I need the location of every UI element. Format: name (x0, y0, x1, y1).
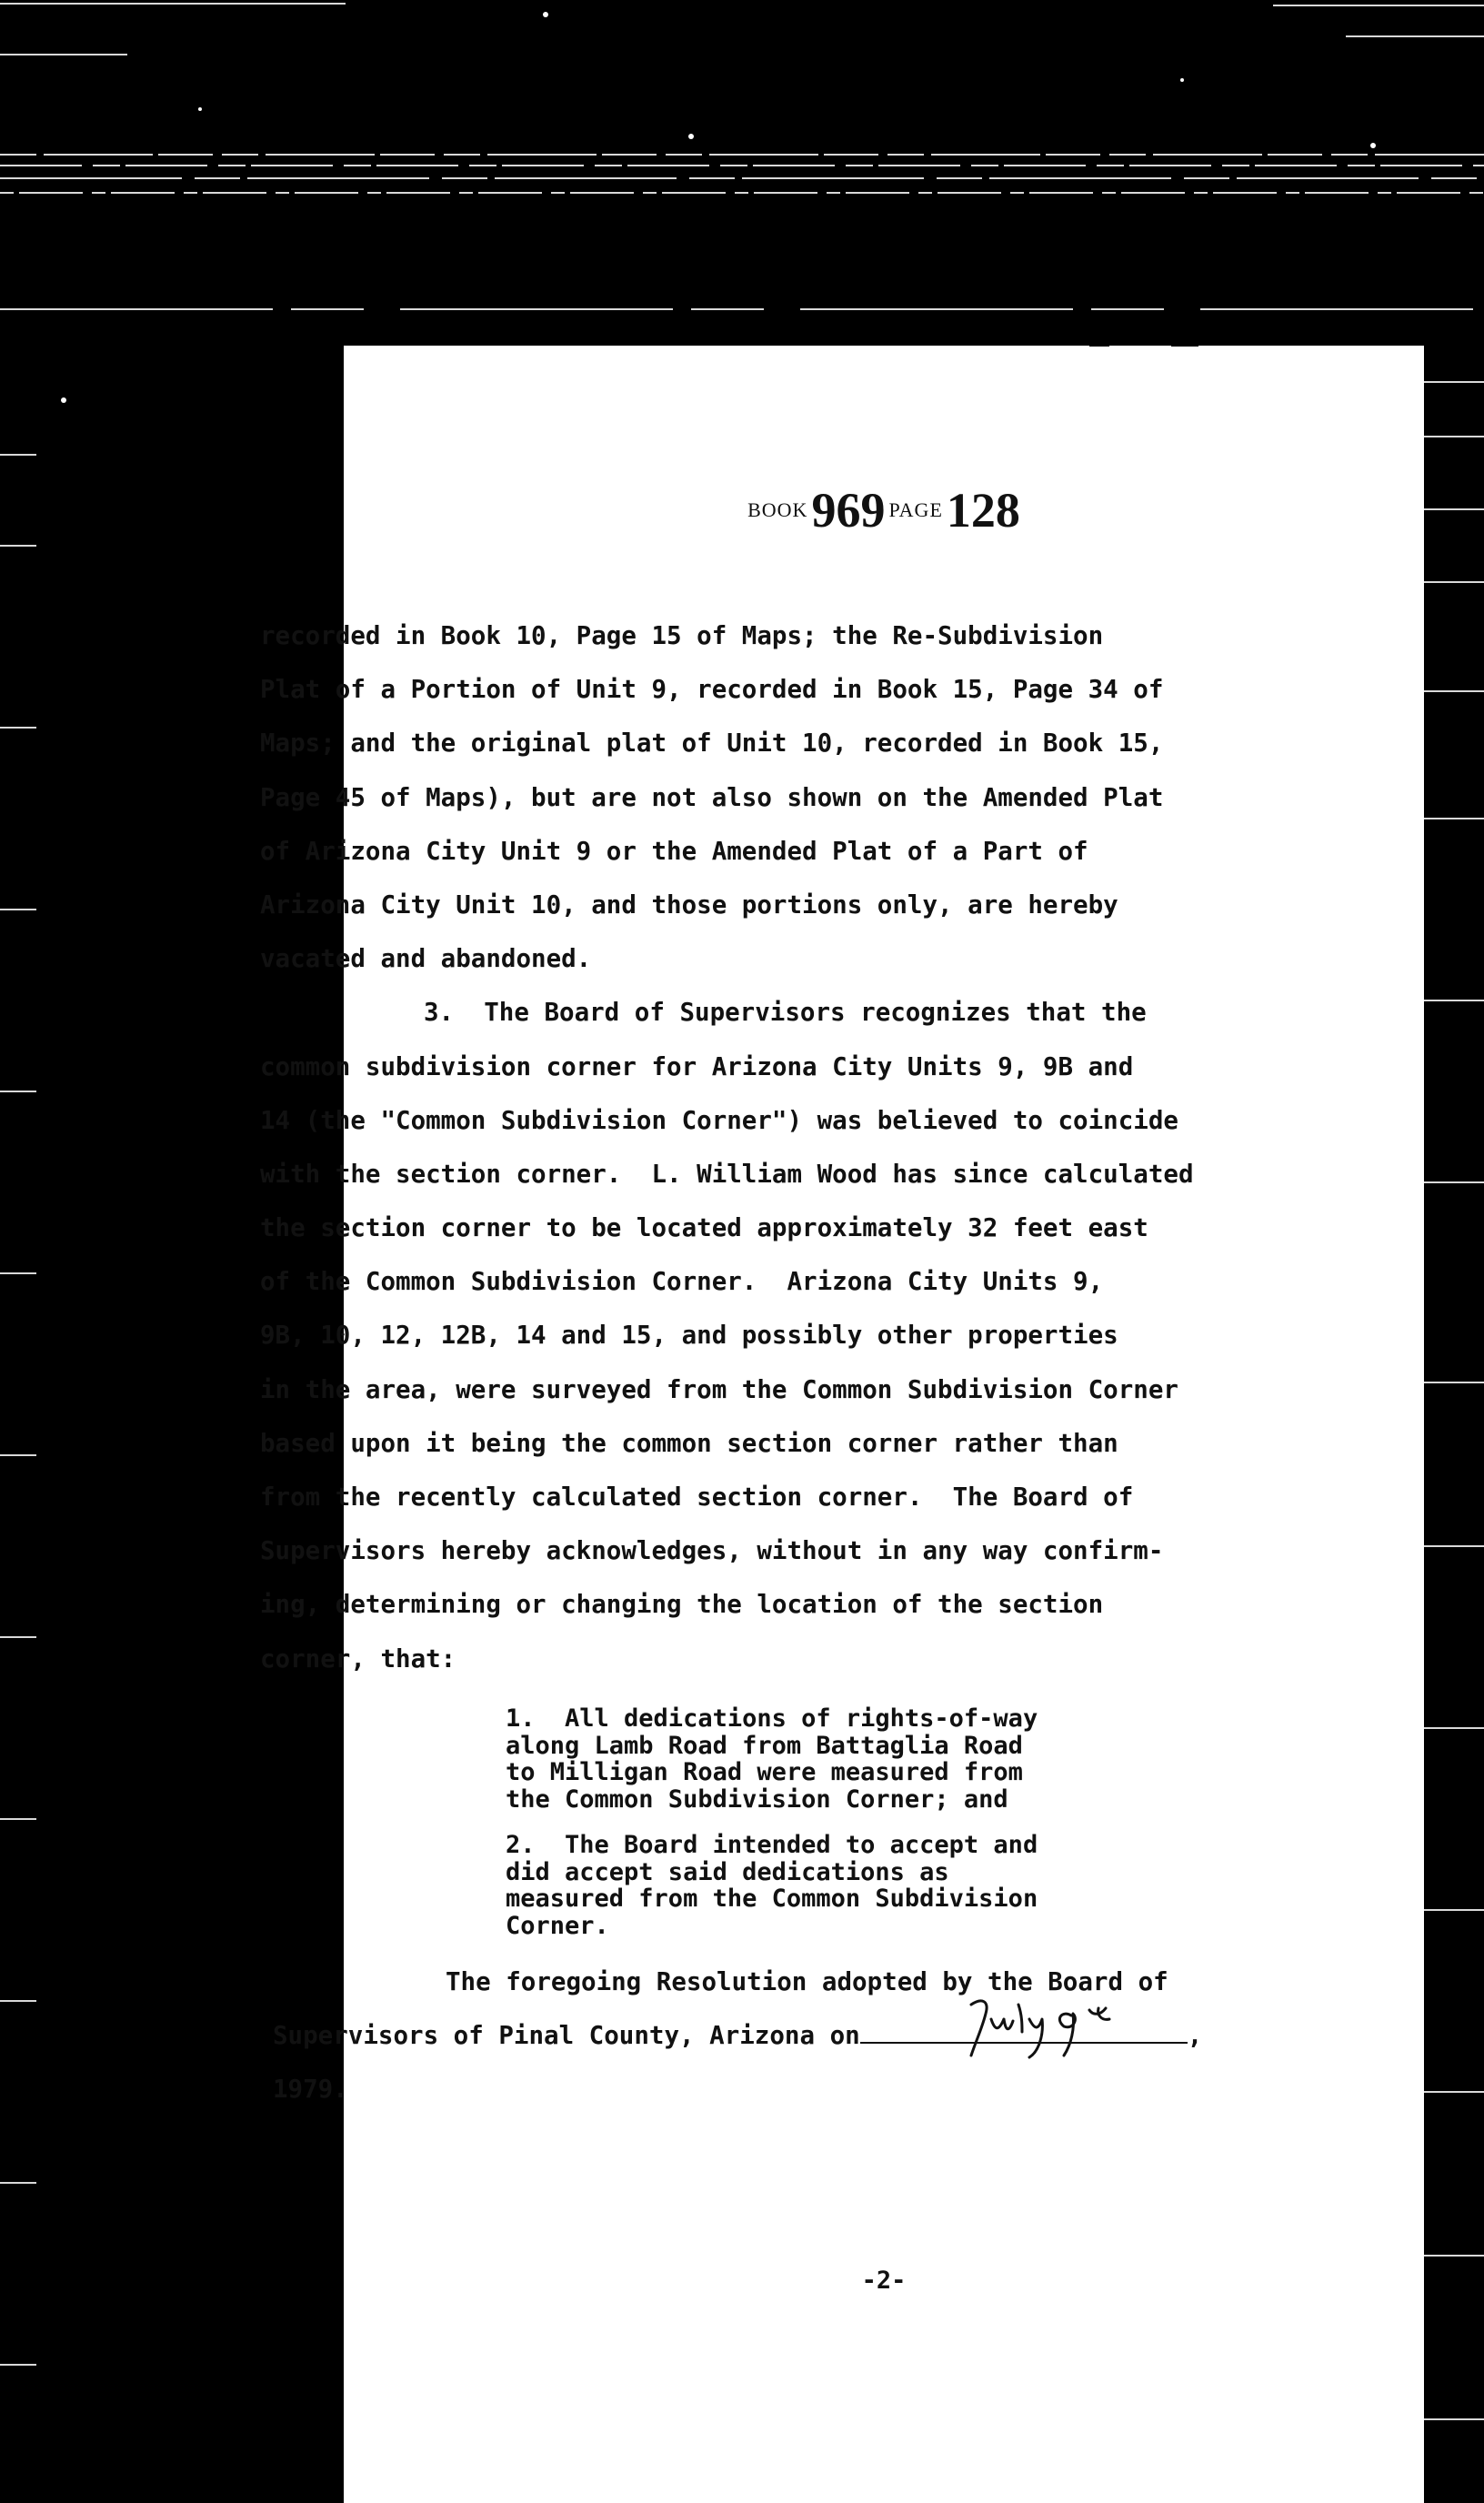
scan-speckle (1035, 333, 1253, 355)
body-line: recorded in Book 10, Page 15 of Maps; the Re-Subdivision (260, 621, 1104, 650)
closing-year: 1979. (273, 2075, 348, 2105)
closing-paragraph (273, 1955, 1309, 2117)
page-number: 128 (946, 483, 1020, 538)
resolution-body (260, 609, 1297, 1686)
body-line: the section corner to be located approximately 32 feet east (260, 1213, 1148, 1243)
paragraph-3-start: 3. The Board of Supervisors recognizes that the (424, 998, 1147, 1028)
closing-line-2 (273, 2009, 1309, 2063)
body-line: in the area, were surveyed from the Common Subdivision Corner (260, 1374, 1178, 1404)
body-line: Maps; and the original plat of Unit 10, recorded in Book 15, (260, 729, 1164, 759)
body-line: based upon it being the common section corner rather than (260, 1428, 1118, 1458)
body-line: from the recently calculated section corner. The Board of (260, 1483, 1134, 1512)
body-line: Arizona City Unit 10, and those portions only, are hereby (260, 890, 1118, 920)
body-line: Supervisors hereby acknowledges, without in any way confirm- (260, 1536, 1164, 1566)
list-item: 1. All dedications of rights-of-way along Lamb Road from Battaglia Road to Milligan Road were measured from the Common Subdivision Corner; and (506, 1704, 1038, 1814)
book-page-stamp (344, 482, 1424, 538)
closing-line-2-end: , (1187, 2021, 1203, 2051)
body-line: Plat of a Portion of Unit 9, recorded in Book 15, Page 34 of (260, 675, 1164, 705)
book-label: BOOK (747, 498, 808, 521)
body-line: vacated and abandoned. (260, 944, 592, 974)
body-line: Page 45 of Maps), but are not also shown on the Amended Plat (260, 782, 1164, 812)
list-item: 2. The Board intended to accept and did accept said dedications as measured from the Common Subdivision Corner. (506, 1831, 1038, 1940)
body-line: with the section corner. L. William Wood has since calculated (260, 1159, 1194, 1189)
document-page (260, 346, 1424, 2503)
body-line: of Arizona City Unit 9 or the Amended Plat of a Part of (260, 836, 1088, 866)
closing-line-1: The foregoing Resolution adopted by the Board of (446, 1967, 1168, 1996)
body-line: of the Common Subdivision Corner. Arizona City Units 9, (260, 1267, 1104, 1297)
page-footer: -2- (861, 2267, 907, 2295)
handwritten-date (935, 1992, 1144, 2065)
body-line: common subdivision corner for Arizona City Units 9, 9B and (260, 1051, 1134, 1081)
body-line: ing, determining or changing the location of the section (260, 1590, 1104, 1620)
body-line: 14 (the "Common Subdivision Corner") was believed to coincide (260, 1105, 1178, 1135)
closing-line-2-text: Supervisors of Pinal County, Arizona on (273, 2021, 860, 2051)
page-label: PAGE (888, 498, 943, 521)
numbered-list (506, 1705, 1142, 1939)
book-number: 969 (811, 483, 886, 538)
body-line: 9B, 10, 12, 12B, 14 and 15, and possibly other properties (260, 1321, 1118, 1351)
body-line: corner, that: (260, 1644, 456, 1674)
